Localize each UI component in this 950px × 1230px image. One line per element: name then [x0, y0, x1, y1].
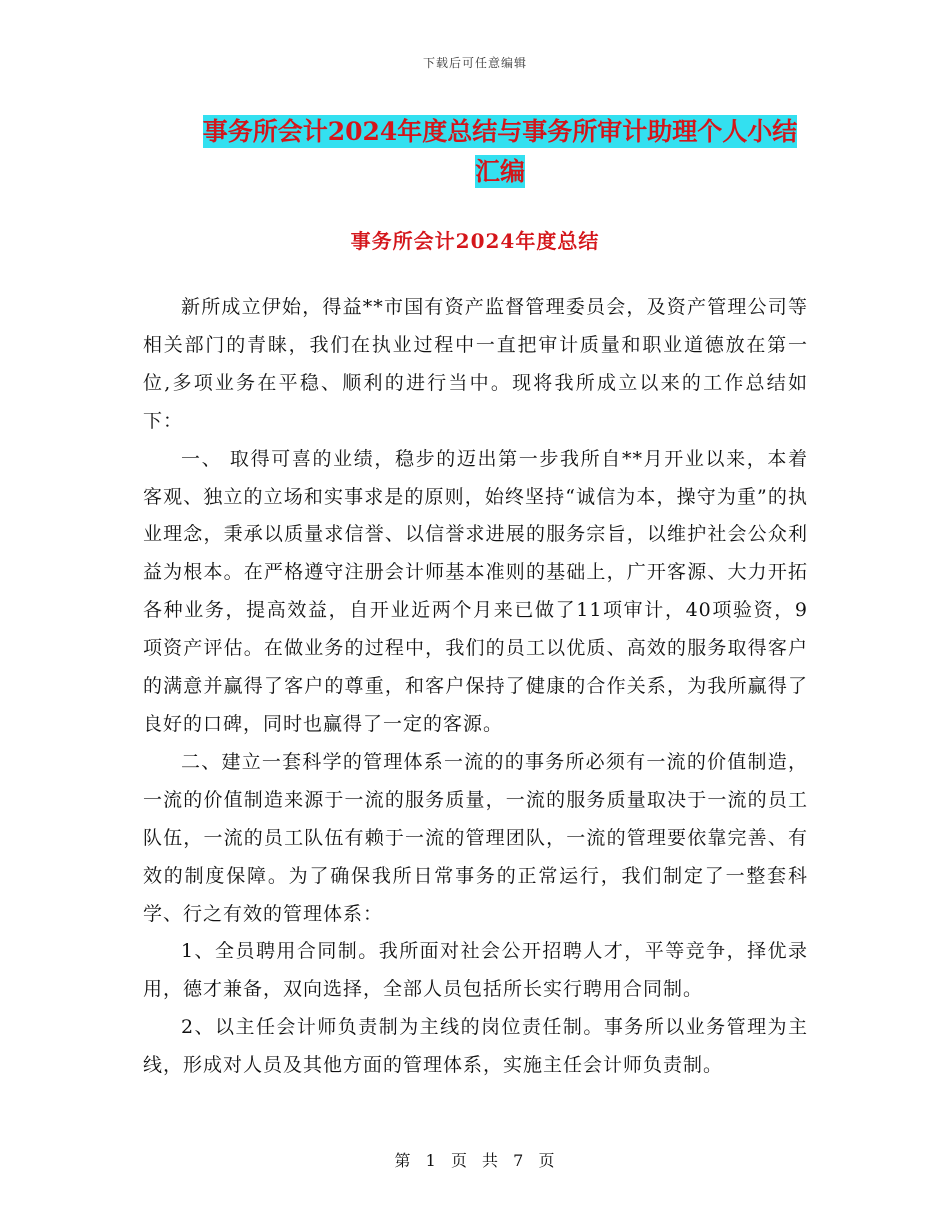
paragraph: 二、建立一套科学的管理体系一流的的事务所必须有一流的价值制造，一流的价值制造来源于一流的服务质量，一流的服务质量取决于一流的员工队伍，一流的员工队伍有赖于一流的管理团队，一流的管理要依靠完善、有效的制度保障。为了确保我所日常事务的正常运行，我们制定了一整套科学、行之有效的管理体系：: [143, 750, 808, 925]
document-title-line1: 事务所会计2024年度总结与事务所审计助理个人小结: [202, 117, 798, 146]
document-title: [150, 112, 850, 192]
paragraph: 新所成立伊始，得益**市国有资产监督管理委员会，及资产管理公司等相关部门的青睐，我们在执业过程中一直把审计质量和职业道德放在第一位,多项业务在平稳、顺利的进行当中。现将我所成立以来的工作总结如下：: [143, 296, 808, 432]
paragraph: 1、全员聘用合同制。我所面对社会公开招聘人才，平等竞争，择优录用，德才兼备，双向选择，全部人员包括所长实行聘用合同制。: [143, 940, 808, 1001]
page-total: 7: [513, 1151, 525, 1170]
footer-suffix: 页: [538, 1151, 556, 1170]
paragraph: 2、以主任会计师负责制为主线的岗位责任制。事务所以业务管理为主线，形成对人员及其他方面的管理体系，实施主任会计师负责制。: [143, 1016, 808, 1077]
document-title-line2: 汇编: [474, 157, 525, 186]
body-text: [143, 289, 808, 1085]
footer-middle2: 共: [482, 1151, 500, 1170]
footer-prefix: 第: [394, 1151, 412, 1170]
section-title: 事务所会计2024年度总结: [350, 229, 600, 253]
page-number: 1: [425, 1151, 437, 1170]
footer-middle1: 页: [450, 1151, 468, 1170]
header-note: 下载后可任意编辑: [422, 56, 527, 70]
paragraph: 一、 取得可喜的业绩，稳步的迈出第一步我所自**月开业以来，本着客观、独立的立场和实事求是的原则，始终坚持“诚信为本，操守为重”的执业理念，秉承以质量求信誉、以信誉求进展的服务宗旨，以维护社会公众利益为根本。在严格遵守注册会计师基本准则的基础上，广开客源、大力开拓各种业务，提高效益，自开业近两个月来已做了11项审计，40项验资，9项资产评估。在做业务的过程中，我们的员工以优质、高效的服务取得客户的满意并赢得了客户的尊重，和客户保持了健康的合作关系，为我所赢得了良好的口碑，同时也赢得了一定的客源。: [143, 447, 808, 735]
page-footer: [0, 1148, 950, 1171]
